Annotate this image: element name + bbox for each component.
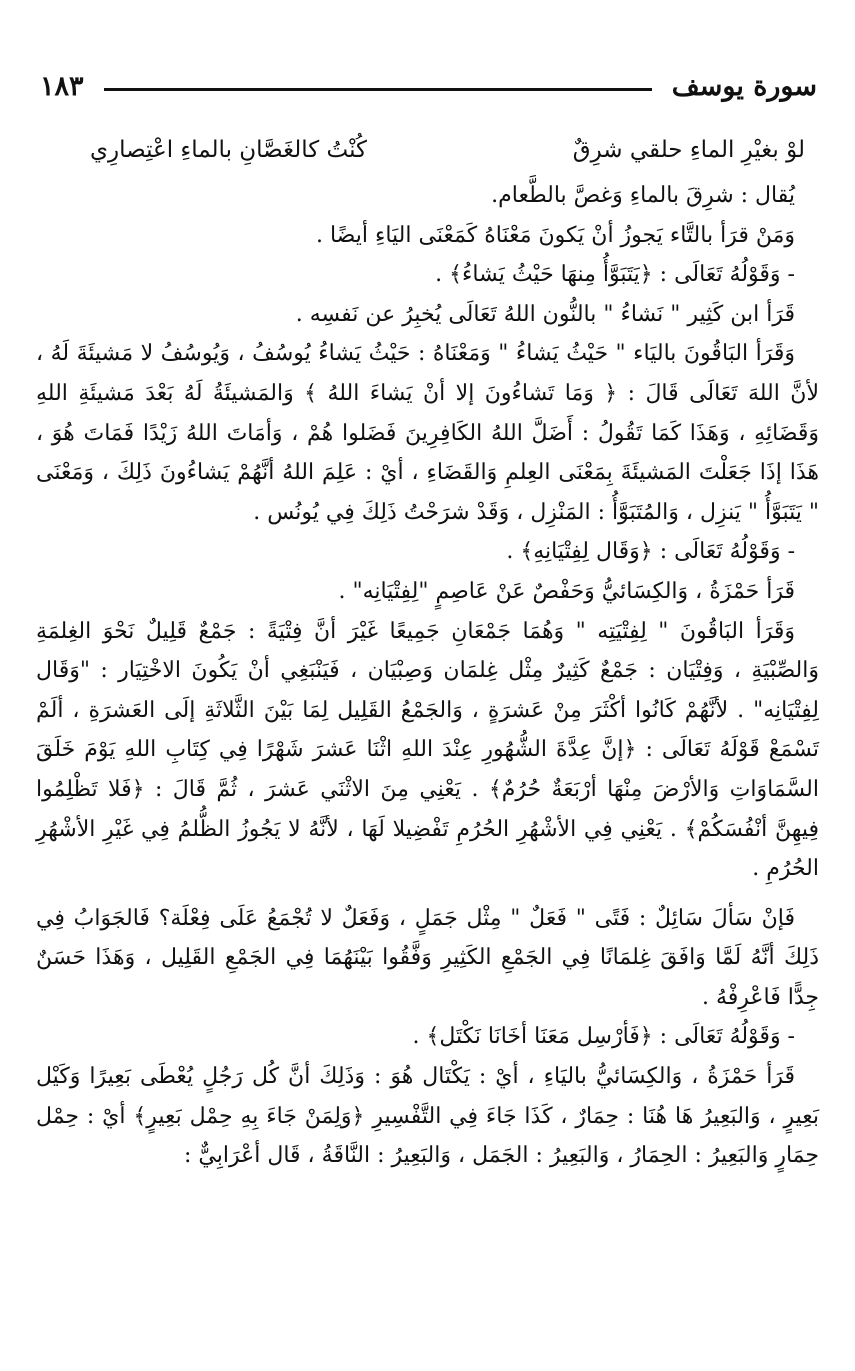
poetry-verse [90,128,805,172]
verse-left-hemistich: كُنْتُ كالغَصَّانِ بالماءِ اعْتِصارِي [90,137,367,163]
paragraph: قَرَأ ابن كَثِير " نَشاءُ " بالنُّون اللهُ تَعَالَى يُخبِرُ عن نَفسِه . [295,301,795,327]
paragraph: يُقال : شرِقَ بالماءِ وَغصَّ بالطَّعام. [491,183,795,208]
paragraph: وَقَرَأ البَاقُونَ باليَاء " حَيْثُ يَشاءُ " وَمَعْنَاهُ : حَيْثُ يَشاءُ يُوسُفُ ، وَيُوسُفُ لا مَشيئَةَ لَهُ ، لأنَّ اللهَ تَعَالَى قَالَ : ﴿ وَمَا تَشاءُونَ إلا أنْ يَشاءَ اللهُ ﴾ وَالمَشيئَةُ لَهُ بَعْدَ مَشيئَةِ اللهِ وَقَضَائِهِ ، وَهَذَا كَمَا تَقُولُ : أَضَلَّ اللهُ الكَافِرِينَ فَضَلوا هُمْ ، وَأمَاتَ اللهُ زَيْدًا فَمَاتَ هُوَ ، هَذَا إذَا جَعَلْتَ المَشيئَةَ بِمَعْنَى العِلمِ وَالقَضَاءِ ، أيْ : عَلِمَ اللهُ أنَّهُمْ يَشاءُونَ ذَلِكَ ، وَمَعْنَى " يَتَبَوَّأُ " يَنزِل ، وَالمُتَبَوَّأُ : المَنْزِل ، وَقَدْ شرَحْتُ ذَلِكَ فِي يُونُس . [36,341,819,525]
paragraph: قَرَأ حَمْزَةُ ، وَالكِسَائيُّ وَحَفْصٌ عَنْ عَاصِمٍ "لِفِتْيَانِه" . [338,578,795,604]
verse-right-hemistich: لوْ بغيْرِ الماءِ حلقي شرِقٌ [572,137,805,163]
paragraph: قَرَأ حَمْزَةُ ، وَالكِسَائيُّ باليَاءِ ، أيْ : يَكْتَال هُوَ : وَذَلِكَ أنَّ كُل رَجُلٍ يُعْطَى بَعِيرًا وَكَيْل بَعِيرٍ ، وَالبَعِيرُ هَا هُنَا : حِمَارٌ ، كَذَا جَاءَ فِي التَّفْسِيرِ ﴿وَلِمَنْ جَاءَ بِهِ حِمْل بَعِيرٍ﴾ أيْ : حِمْل حِمَارٍ وَالبَعِيرُ : الحِمَارُ ، وَالبَعِيرُ : الجَمَل ، وَالبَعِيرُ : النَّاقَةُ ، قَال أعْرَابِيٌّ : [36,1064,819,1169]
paragraph: وَقَرَأ البَاقُونَ " لِفِتْيَتِه " وَهُمَا جَمْعَانِ جَمِيعًا غَيْرَ أنَّ فِتْيَةً : جَمْعٌ قَلِيلٌ نَحْوَ الغِلمَةِ وَالصِّبْيَةِ ، وَفِتْيَان : جَمْعٌ كَثِيرٌ مِثْل غِلمَان وَصِبْيَان ، فَيَنْبَغِي أنْ يَكُونَ الاخْتِيَار : "وَقَال لِفِتْيَانِه" . لأنَّهُمْ كَانُوا أكْثَرَ مِنْ عَشرَةٍ ، وَالجَمْعُ القَلِيل لِمَا بَيْنَ الثَّلاثَةِ إلَى العَشرَةِ ، ألَمْ تَسْمَعْ قَوْلَهُ تَعَالَى : ﴿إنَّ عِدَّةَ الشُّهُورِ عِنْدَ اللهِ اثْنَا عَشرَ شَهْرًا فِي كِتَابِ اللهِ يَوْمَ خَلَقَ السَّمَاوَاتِ وَالأرْضَ مِنْهَا أرْبَعَةٌ حُرُمٌ﴾ . يَعْنِي مِنَ الاثْنَي عَشرَ ، ثُمَّ قَالَ : ﴿فَلا تَظْلِمُوا فِيهِنَّ أنْفُسَكُمْ﴾ . يَعْنِي فِي الأشْهُرِ الحُرُمِ تَفْضِيلا لَهَا ، لأنَّهُ لا يَجُوزُ الظُّلمُ فِي غَيْرِ الأشْهُرِ الحُرُمِ . [36,618,819,882]
page-number: ١٨٣ [40,70,84,102]
header-rule [104,88,652,91]
verse-quote-paragraph: - وَقَوْلُهُ تَعَالَى : ﴿يَتَبَوَّأُ مِنهَا حَيْثُ يَشاءُ﴾ . [435,262,795,288]
paragraph: وَمَنْ قرَأ بالتَّاء يَجوزُ أنْ يَكونَ مَعْنَاهُ كَمَعْنَى اليَاءِ أيضًا . [315,222,795,248]
main-text [36,176,819,1176]
page-header [40,66,817,106]
verse-quote-paragraph: - وَقَوْلُهُ تَعَالَى : ﴿فَأرْسِل مَعَنَا أخَانَا نَكْتَل﴾ . [412,1024,795,1050]
verse-quote-paragraph: - وَقَوْلُهُ تَعَالَى : ﴿وَقَال لِفِتْيَانِهِ﴾ . [506,539,795,565]
paragraph: فَإنْ سَألَ سَائِلٌ : فَتًى " فَعَلٌ " مِثْل جَمَلٍ ، وَفَعَلٌ لا تُجْمَعُ عَلَى فِعْلَة؟ فَالجَوَابُ فِي ذَلِكَ أنَّهُ لَمَّا وَافَقَ غِلمَانًا فِي الجَمْعِ الكَثِيرِ وَفَّقُوا بَيْنَهُمَا فِي الجَمْعِ القَلِيل ، وَهَذَا حَسَنٌ جِدًّا فَاعْرِفْهُ . [36,905,819,1010]
surah-title: سورة يوسف [671,70,817,102]
